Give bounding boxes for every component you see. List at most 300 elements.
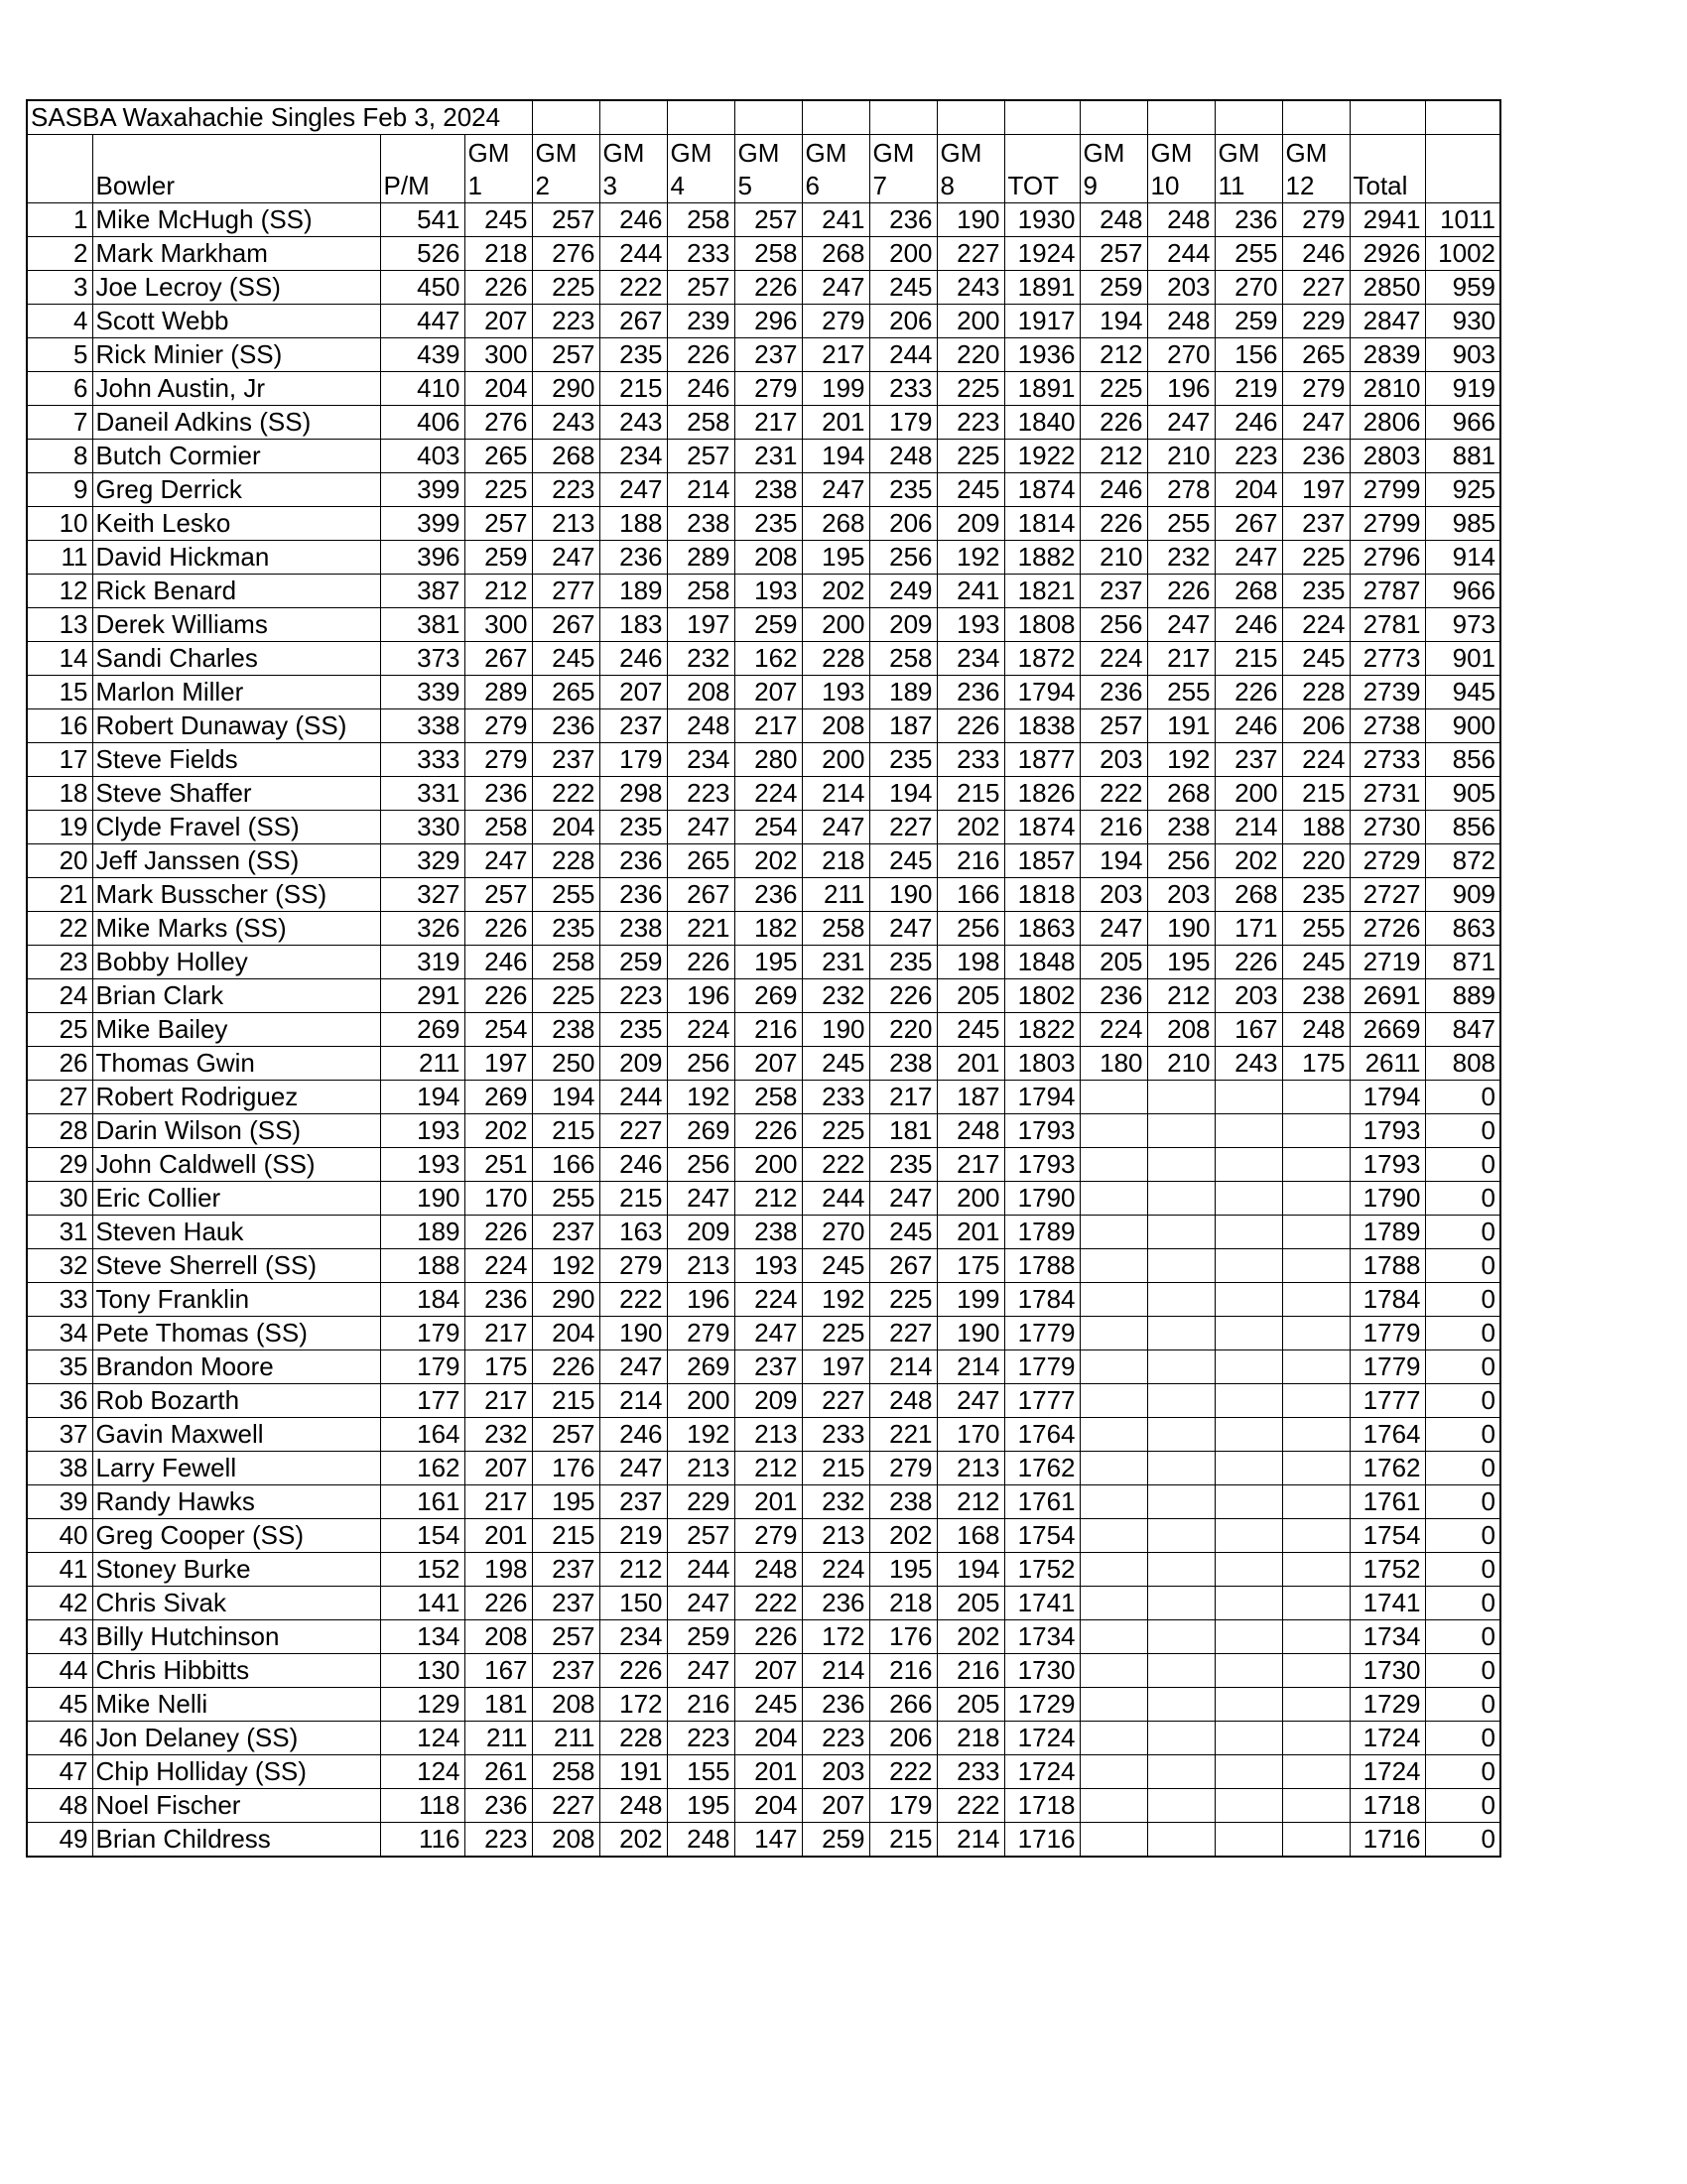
diff-cell: 919: [1425, 372, 1500, 406]
game-5-cell: 209: [734, 1384, 802, 1418]
game-3-cell: 188: [599, 507, 667, 541]
game-7-cell: 179: [869, 1789, 937, 1823]
game-5-cell: 222: [734, 1587, 802, 1620]
game-6-cell: 228: [802, 642, 869, 676]
pm-cell: 399: [380, 473, 464, 507]
game-10-cell: 255: [1147, 507, 1215, 541]
game-12-cell: [1282, 1148, 1350, 1182]
rank-cell: 17: [27, 743, 92, 777]
game-7-cell: 195: [869, 1553, 937, 1587]
total-cell: 1762: [1350, 1452, 1425, 1485]
game-4-cell: 196: [667, 979, 734, 1013]
total-cell: 2796: [1350, 541, 1425, 575]
rank-cell: 36: [27, 1384, 92, 1418]
total-cell: 2781: [1350, 608, 1425, 642]
game-7-cell: 248: [869, 1384, 937, 1418]
tot-cell: 1818: [1004, 878, 1080, 912]
game-11-cell: 246: [1215, 709, 1282, 743]
game-4-cell: 196: [667, 1283, 734, 1317]
game-2-header: GM 2: [532, 135, 599, 203]
game-12-cell: [1282, 1789, 1350, 1823]
game-12-cell: [1282, 1114, 1350, 1148]
diff-cell: 872: [1425, 844, 1500, 878]
game-7-cell: 266: [869, 1688, 937, 1722]
game-4-cell: 279: [667, 1317, 734, 1350]
game-3-cell: 222: [599, 271, 667, 305]
game-8-cell: 215: [937, 777, 1004, 811]
game-2-cell: 255: [532, 1182, 599, 1216]
game-8-cell: 226: [937, 709, 1004, 743]
game-4-header: GM 4: [667, 135, 734, 203]
game-2-cell: 258: [532, 1755, 599, 1789]
game-8-cell: 193: [937, 608, 1004, 642]
game-7-cell: 235: [869, 743, 937, 777]
bowler-cell: John Caldwell (SS): [92, 1148, 380, 1182]
game-12-cell: 246: [1282, 237, 1350, 271]
game-1-cell: 300: [464, 338, 532, 372]
game-11-cell: [1215, 1384, 1282, 1418]
game-6-cell: 203: [802, 1755, 869, 1789]
game-3-cell: 248: [599, 1789, 667, 1823]
tot-cell: 1840: [1004, 406, 1080, 440]
game-7-cell: 256: [869, 541, 937, 575]
game-7-cell: 245: [869, 844, 937, 878]
game-11-cell: 270: [1215, 271, 1282, 305]
game-8-cell: 217: [937, 1148, 1004, 1182]
game-8-cell: 245: [937, 473, 1004, 507]
game-1-cell: 167: [464, 1654, 532, 1688]
diff-cell: 881: [1425, 440, 1500, 473]
pm-cell: 134: [380, 1620, 464, 1654]
game-10-cell: [1147, 1823, 1215, 1858]
bowler-cell: Jeff Janssen (SS): [92, 844, 380, 878]
table-row: [27, 305, 1500, 338]
game-1-cell: 267: [464, 642, 532, 676]
pm-cell: 124: [380, 1755, 464, 1789]
tot-cell: 1793: [1004, 1148, 1080, 1182]
bowler-cell: Brian Clark: [92, 979, 380, 1013]
table-row: [27, 575, 1500, 608]
game-4-cell: 265: [667, 844, 734, 878]
total-cell: 2806: [1350, 406, 1425, 440]
game-4-cell: 229: [667, 1485, 734, 1519]
game-3-cell: 228: [599, 1722, 667, 1755]
game-5-cell: 236: [734, 878, 802, 912]
game-5-cell: 248: [734, 1553, 802, 1587]
game-12-cell: [1282, 1384, 1350, 1418]
game-4-cell: 248: [667, 1823, 734, 1858]
table-row: [27, 1688, 1500, 1722]
game-9-cell: [1080, 1249, 1147, 1283]
game-9-cell: 259: [1080, 271, 1147, 305]
bowler-cell: Greg Derrick: [92, 473, 380, 507]
tot-cell: 1882: [1004, 541, 1080, 575]
game-11-cell: 246: [1215, 406, 1282, 440]
game-11-cell: [1215, 1114, 1282, 1148]
game-6-cell: 268: [802, 507, 869, 541]
game-3-cell: 234: [599, 1620, 667, 1654]
diff-cell: 973: [1425, 608, 1500, 642]
game-4-cell: 247: [667, 1182, 734, 1216]
total-cell: 1734: [1350, 1620, 1425, 1654]
title-row: [27, 100, 1500, 135]
game-11-cell: [1215, 1081, 1282, 1114]
game-4-cell: 239: [667, 305, 734, 338]
game-1-cell: 300: [464, 608, 532, 642]
diff-cell: 966: [1425, 406, 1500, 440]
game-10-cell: [1147, 1587, 1215, 1620]
table-row: [27, 676, 1500, 709]
game-3-cell: 246: [599, 642, 667, 676]
game-3-cell: 183: [599, 608, 667, 642]
game-12-cell: 235: [1282, 878, 1350, 912]
game-7-cell: 189: [869, 676, 937, 709]
game-2-cell: 243: [532, 406, 599, 440]
game-12-cell: 197: [1282, 473, 1350, 507]
rank-cell: 21: [27, 878, 92, 912]
rank-cell: 49: [27, 1823, 92, 1858]
game-6-cell: 200: [802, 608, 869, 642]
diff-cell: 966: [1425, 575, 1500, 608]
total-cell: 1716: [1350, 1823, 1425, 1858]
game-1-cell: 259: [464, 541, 532, 575]
total-cell: 2719: [1350, 946, 1425, 979]
game-7-cell: 235: [869, 946, 937, 979]
total-cell: 1788: [1350, 1249, 1425, 1283]
table-row: [27, 1081, 1500, 1114]
game-10-header: GM 10: [1147, 135, 1215, 203]
pm-cell: 526: [380, 237, 464, 271]
pm-cell: 439: [380, 338, 464, 372]
game-2-cell: 268: [532, 440, 599, 473]
game-12-cell: 247: [1282, 406, 1350, 440]
game-4-cell: 257: [667, 1519, 734, 1553]
tot-cell: 1877: [1004, 743, 1080, 777]
game-8-cell: 218: [937, 1722, 1004, 1755]
tot-cell: 1718: [1004, 1789, 1080, 1823]
table-row: [27, 372, 1500, 406]
game-9-cell: 222: [1080, 777, 1147, 811]
game-6-cell: 208: [802, 709, 869, 743]
game-1-cell: 224: [464, 1249, 532, 1283]
total-cell: 2733: [1350, 743, 1425, 777]
bowler-cell: Jon Delaney (SS): [92, 1722, 380, 1755]
rank-cell: 32: [27, 1249, 92, 1283]
game-9-cell: [1080, 1688, 1147, 1722]
game-10-cell: 247: [1147, 406, 1215, 440]
pm-cell: 410: [380, 372, 464, 406]
game-5-cell: 193: [734, 575, 802, 608]
game-8-cell: 201: [937, 1047, 1004, 1081]
game-6-cell: 233: [802, 1418, 869, 1452]
bowler-cell: Thomas Gwin: [92, 1047, 380, 1081]
game-5-cell: 235: [734, 507, 802, 541]
game-9-cell: 256: [1080, 608, 1147, 642]
game-9-cell: [1080, 1789, 1147, 1823]
diff-cell: 0: [1425, 1418, 1500, 1452]
total-cell: 1754: [1350, 1519, 1425, 1553]
total-cell: 2803: [1350, 440, 1425, 473]
rank-cell: 38: [27, 1452, 92, 1485]
game-9-cell: [1080, 1519, 1147, 1553]
game-2-cell: 223: [532, 305, 599, 338]
tot-cell: 1784: [1004, 1283, 1080, 1317]
game-3-cell: 215: [599, 1182, 667, 1216]
total-cell: 2611: [1350, 1047, 1425, 1081]
game-6-cell: 197: [802, 1350, 869, 1384]
bowler-cell: Chip Holliday (SS): [92, 1755, 380, 1789]
pm-cell: 162: [380, 1452, 464, 1485]
rank-cell: 8: [27, 440, 92, 473]
game-7-cell: 202: [869, 1519, 937, 1553]
rank-cell: 20: [27, 844, 92, 878]
game-3-cell: 223: [599, 979, 667, 1013]
game-3-cell: 259: [599, 946, 667, 979]
bowler-cell: Rick Benard: [92, 575, 380, 608]
diff-cell: 930: [1425, 305, 1500, 338]
game-2-cell: 290: [532, 1283, 599, 1317]
rank-cell: 31: [27, 1216, 92, 1249]
rank-cell: 23: [27, 946, 92, 979]
game-4-cell: 226: [667, 338, 734, 372]
game-2-cell: 235: [532, 912, 599, 946]
game-10-cell: [1147, 1350, 1215, 1384]
rank-cell: 34: [27, 1317, 92, 1350]
game-10-cell: [1147, 1722, 1215, 1755]
game-5-cell: 226: [734, 271, 802, 305]
game-6-cell: 222: [802, 1148, 869, 1182]
game-11-cell: 267: [1215, 507, 1282, 541]
game-2-cell: 257: [532, 338, 599, 372]
tot-cell: 1803: [1004, 1047, 1080, 1081]
game-4-cell: 234: [667, 743, 734, 777]
game-4-cell: 224: [667, 1013, 734, 1047]
bowler-cell: Rick Minier (SS): [92, 338, 380, 372]
game-10-cell: 195: [1147, 946, 1215, 979]
game-3-cell: 247: [599, 1452, 667, 1485]
table-row: [27, 1317, 1500, 1350]
game-9-header: GM 9: [1080, 135, 1147, 203]
rank-cell: 13: [27, 608, 92, 642]
game-7-cell: 190: [869, 878, 937, 912]
game-4-cell: 214: [667, 473, 734, 507]
bowler-cell: Mark Busscher (SS): [92, 878, 380, 912]
game-12-cell: [1282, 1452, 1350, 1485]
pm-cell: 447: [380, 305, 464, 338]
game-8-cell: 223: [937, 406, 1004, 440]
game-2-cell: 208: [532, 1688, 599, 1722]
bowler-cell: Mike Nelli: [92, 1688, 380, 1722]
bowler-cell: Mike Marks (SS): [92, 912, 380, 946]
game-12-cell: [1282, 1485, 1350, 1519]
game-9-cell: [1080, 1755, 1147, 1789]
pm-cell: 193: [380, 1148, 464, 1182]
game-6-cell: 231: [802, 946, 869, 979]
game-12-cell: 245: [1282, 946, 1350, 979]
game-4-cell: 192: [667, 1418, 734, 1452]
game-10-cell: 210: [1147, 440, 1215, 473]
game-8-cell: 233: [937, 1755, 1004, 1789]
rank-cell: 35: [27, 1350, 92, 1384]
tot-cell: 1790: [1004, 1182, 1080, 1216]
rank-cell: 39: [27, 1485, 92, 1519]
diff-cell: 0: [1425, 1317, 1500, 1350]
game-6-cell: 227: [802, 1384, 869, 1418]
game-11-cell: [1215, 1553, 1282, 1587]
game-10-cell: [1147, 1789, 1215, 1823]
game-10-cell: [1147, 1283, 1215, 1317]
game-9-cell: 236: [1080, 979, 1147, 1013]
game-9-cell: [1080, 1485, 1147, 1519]
pm-cell: 333: [380, 743, 464, 777]
pm-cell: 130: [380, 1654, 464, 1688]
game-6-cell: 224: [802, 1553, 869, 1587]
game-12-cell: [1282, 1081, 1350, 1114]
game-9-cell: 236: [1080, 676, 1147, 709]
pm-cell: 161: [380, 1485, 464, 1519]
game-11-cell: [1215, 1350, 1282, 1384]
game-2-cell: 213: [532, 507, 599, 541]
game-5-cell: 280: [734, 743, 802, 777]
game-3-cell: 190: [599, 1317, 667, 1350]
game-11-cell: [1215, 1283, 1282, 1317]
table-row: [27, 1249, 1500, 1283]
game-11-cell: [1215, 1418, 1282, 1452]
table-row: [27, 473, 1500, 507]
game-2-cell: 225: [532, 979, 599, 1013]
game-7-cell: 258: [869, 642, 937, 676]
game-3-cell: 247: [599, 473, 667, 507]
rank-cell: 24: [27, 979, 92, 1013]
game-5-cell: 217: [734, 709, 802, 743]
game-4-cell: 257: [667, 440, 734, 473]
game-11-cell: [1215, 1182, 1282, 1216]
rank-cell: 42: [27, 1587, 92, 1620]
game-2-cell: 237: [532, 743, 599, 777]
total-cell: 1724: [1350, 1755, 1425, 1789]
game-6-cell: 211: [802, 878, 869, 912]
game-12-cell: [1282, 1654, 1350, 1688]
rank-cell: 4: [27, 305, 92, 338]
rank-cell: 11: [27, 541, 92, 575]
tot-cell: 1724: [1004, 1722, 1080, 1755]
diff-cell: 871: [1425, 946, 1500, 979]
game-5-cell: 237: [734, 338, 802, 372]
tot-cell: 1808: [1004, 608, 1080, 642]
game-10-cell: [1147, 1114, 1215, 1148]
tot-cell: 1874: [1004, 811, 1080, 844]
game-7-cell: 226: [869, 979, 937, 1013]
game-8-cell: 201: [937, 1216, 1004, 1249]
game-4-cell: 221: [667, 912, 734, 946]
game-3-cell: 163: [599, 1216, 667, 1249]
game-5-cell: 224: [734, 1283, 802, 1317]
game-5-cell: 207: [734, 1654, 802, 1688]
game-10-cell: 196: [1147, 372, 1215, 406]
game-1-cell: 226: [464, 1587, 532, 1620]
game-4-cell: 155: [667, 1755, 734, 1789]
game-10-cell: [1147, 1418, 1215, 1452]
game-6-cell: 214: [802, 1654, 869, 1688]
total-cell: 1761: [1350, 1485, 1425, 1519]
rank-cell: 41: [27, 1553, 92, 1587]
game-6-cell: 218: [802, 844, 869, 878]
game-10-cell: [1147, 1148, 1215, 1182]
game-8-cell: 205: [937, 1688, 1004, 1722]
game-4-cell: 238: [667, 507, 734, 541]
game-11-cell: [1215, 1823, 1282, 1858]
game-12-cell: 228: [1282, 676, 1350, 709]
total-cell: 1729: [1350, 1688, 1425, 1722]
game-10-cell: 212: [1147, 979, 1215, 1013]
game-5-cell: 269: [734, 979, 802, 1013]
game-4-cell: 248: [667, 709, 734, 743]
diff-cell: 0: [1425, 1350, 1500, 1384]
game-10-cell: 248: [1147, 203, 1215, 237]
diff-cell: 847: [1425, 1013, 1500, 1047]
total-cell: 1752: [1350, 1553, 1425, 1587]
game-4-cell: 247: [667, 811, 734, 844]
total-cell: 2850: [1350, 271, 1425, 305]
game-10-cell: 232: [1147, 541, 1215, 575]
game-11-cell: 226: [1215, 676, 1282, 709]
diff-cell: 0: [1425, 1081, 1500, 1114]
game-2-cell: 166: [532, 1148, 599, 1182]
total-cell: 2739: [1350, 676, 1425, 709]
game-3-cell: 298: [599, 777, 667, 811]
game-2-cell: 238: [532, 1013, 599, 1047]
tot-cell: 1789: [1004, 1216, 1080, 1249]
game-4-cell: 209: [667, 1216, 734, 1249]
standings-table: [26, 99, 1501, 1858]
game-10-cell: 270: [1147, 338, 1215, 372]
game-5-cell: 258: [734, 237, 802, 271]
game-2-cell: 208: [532, 1823, 599, 1858]
game-8-cell: 200: [937, 305, 1004, 338]
pm-cell: 154: [380, 1519, 464, 1553]
game-10-cell: 203: [1147, 271, 1215, 305]
game-10-cell: [1147, 1654, 1215, 1688]
game-6-cell: 217: [802, 338, 869, 372]
game-9-cell: 224: [1080, 642, 1147, 676]
game-8-cell: 205: [937, 979, 1004, 1013]
game-12-cell: 188: [1282, 811, 1350, 844]
game-6-cell: 236: [802, 1587, 869, 1620]
game-4-cell: 223: [667, 777, 734, 811]
bowler-cell: Chris Sivak: [92, 1587, 380, 1620]
game-7-cell: 244: [869, 338, 937, 372]
game-6-cell: 232: [802, 1485, 869, 1519]
game-8-cell: 236: [937, 676, 1004, 709]
game-1-cell: 207: [464, 305, 532, 338]
diff-cell: 909: [1425, 878, 1500, 912]
table-row: [27, 979, 1500, 1013]
bowler-cell: David Hickman: [92, 541, 380, 575]
table-row: [27, 1182, 1500, 1216]
game-3-cell: 236: [599, 541, 667, 575]
game-9-cell: [1080, 1350, 1147, 1384]
game-7-cell: 206: [869, 305, 937, 338]
total-cell: 2847: [1350, 305, 1425, 338]
game-8-header: GM 8: [937, 135, 1004, 203]
game-1-cell: 257: [464, 507, 532, 541]
bowler-cell: Brian Childress: [92, 1823, 380, 1858]
game-7-cell: 206: [869, 1722, 937, 1755]
game-7-cell: 247: [869, 912, 937, 946]
tot-cell: 1838: [1004, 709, 1080, 743]
game-8-cell: 166: [937, 878, 1004, 912]
game-9-cell: 212: [1080, 338, 1147, 372]
